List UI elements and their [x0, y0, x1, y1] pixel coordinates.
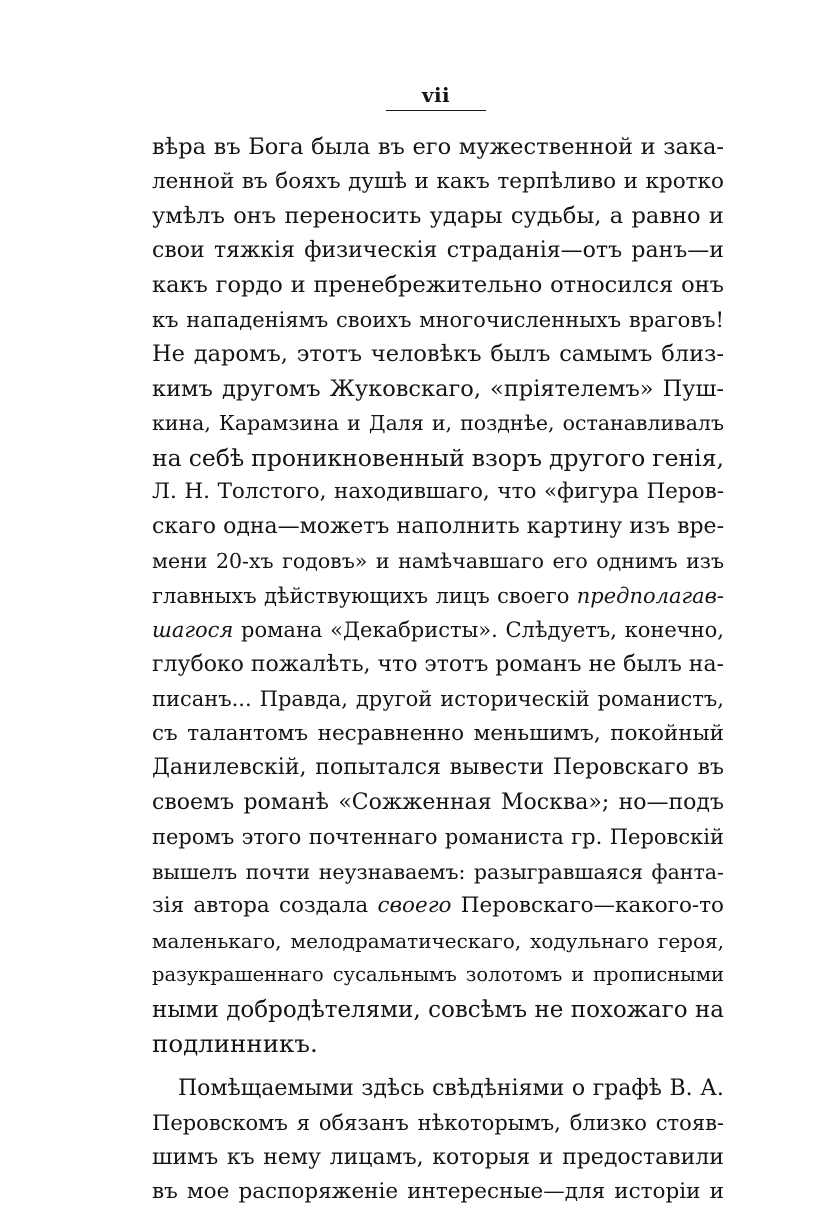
word: на: [152, 443, 182, 472]
word: героя,: [657, 928, 724, 953]
word: Перовскаго: [552, 755, 689, 780]
word: близко: [569, 1111, 647, 1135]
text-line: [152, 958, 724, 993]
word: гордо: [215, 272, 283, 298]
text-line: [152, 1027, 724, 1062]
word: изъ: [629, 513, 670, 539]
word: В.: [669, 1075, 693, 1101]
word: лицамъ,: [329, 1144, 424, 1170]
word: что: [377, 651, 418, 677]
text-line: [152, 682, 724, 717]
word: Перовскомъ: [152, 1111, 288, 1135]
page-number: vii: [421, 83, 451, 107]
text-line: [152, 820, 724, 855]
word: ными: [152, 996, 219, 1023]
word: Л.: [152, 479, 177, 504]
word: что: [497, 479, 537, 504]
word: и: [538, 1144, 554, 1170]
word: 20-хъ: [215, 549, 274, 573]
text-line: [152, 855, 724, 890]
word: взоръ: [471, 443, 542, 472]
word: писанъ...: [152, 687, 252, 711]
word: ходульнаго: [530, 928, 649, 953]
word: пожалѣть,: [250, 651, 371, 677]
word: вре-: [677, 513, 724, 539]
word: подлинникъ.: [152, 1029, 318, 1058]
word: создала: [278, 893, 369, 918]
word: талантомъ: [187, 720, 309, 746]
text-line: [152, 268, 724, 303]
word: прописными: [593, 963, 724, 986]
word: и: [709, 1179, 724, 1204]
word: судьбы,: [510, 203, 602, 229]
word: Правда,: [259, 687, 348, 711]
word: на-: [688, 651, 724, 677]
word: этотъ: [424, 651, 489, 677]
word: и: [414, 168, 429, 194]
word: совсѣмъ: [428, 996, 528, 1023]
text-line: [152, 199, 724, 234]
word: шимъ: [152, 1144, 219, 1170]
word: Бога: [248, 134, 304, 160]
word: стояв-: [655, 1111, 724, 1135]
word: интересные—для: [407, 1179, 606, 1204]
word: лицъ: [435, 583, 490, 608]
word: романистъ,: [597, 687, 724, 711]
word: разыгравшаяся: [473, 859, 644, 884]
word: намѣчавшаго: [398, 549, 544, 573]
word: «Сожженная: [338, 789, 492, 815]
word: фанта-: [651, 859, 724, 884]
word: графѣ: [592, 1075, 662, 1101]
word: этотъ: [296, 341, 363, 367]
word: и: [290, 272, 306, 298]
word: несравненно: [317, 720, 465, 746]
word: главныхъ: [152, 583, 257, 608]
word: какъ: [152, 272, 208, 298]
word: свои: [152, 237, 205, 263]
text-line: [152, 544, 724, 579]
text-line: [152, 441, 724, 476]
page-header: [386, 84, 486, 111]
word: сусальнымъ: [332, 963, 457, 986]
text-line: [152, 1141, 724, 1176]
word: вѣра: [152, 134, 207, 160]
word: равно: [631, 203, 701, 229]
word: многочисленныхъ: [419, 307, 622, 332]
word: глубоко: [152, 651, 244, 677]
word: мое: [186, 1179, 230, 1204]
text-line: [152, 303, 724, 338]
word: почтеннаго: [308, 825, 438, 849]
word: близ-: [661, 341, 724, 367]
word: Н.: [184, 479, 210, 504]
word: дѣйствующихъ: [263, 583, 429, 608]
text-line: [152, 924, 724, 959]
text-line: [152, 751, 724, 786]
word: разукрашеннаго: [152, 963, 324, 986]
word: себѣ: [188, 443, 245, 472]
word: въ: [152, 1179, 178, 1204]
word: умѣлъ: [152, 203, 225, 229]
text-line: [152, 234, 724, 269]
text-line: [152, 579, 724, 614]
word: наполнить: [396, 513, 520, 539]
word: здѣсь: [361, 1075, 425, 1101]
header-rule: [386, 110, 486, 111]
word: удары: [429, 203, 503, 229]
text-line: [152, 372, 724, 407]
word: зака-: [663, 134, 724, 160]
word: нападеніямъ: [186, 307, 329, 332]
word: вывести: [449, 755, 545, 780]
word: находившаго,: [334, 479, 490, 504]
word: этого: [241, 825, 302, 849]
word: своемъ: [152, 789, 235, 815]
word: скаго: [152, 513, 216, 539]
word: «Декабристы».: [330, 618, 498, 642]
word: генія,: [652, 443, 724, 472]
word: но—подъ: [618, 789, 724, 815]
word: романѣ: [243, 789, 329, 815]
word: и,: [431, 411, 453, 435]
word: одна—можетъ: [223, 513, 390, 539]
word: своихъ: [336, 307, 412, 332]
word: Пуш-: [662, 375, 724, 402]
word: нѣкоторымъ,: [417, 1111, 561, 1135]
word: и: [571, 963, 585, 986]
word: романъ: [495, 651, 582, 677]
word: почти: [245, 859, 311, 884]
text-line: [152, 889, 724, 924]
word: вышелъ: [152, 859, 238, 884]
text-line: [152, 337, 724, 372]
paragraph: [152, 130, 724, 1062]
paragraph: [152, 1072, 724, 1210]
word: враговъ!: [628, 307, 724, 332]
word: была: [311, 134, 371, 160]
text-line: [152, 1106, 724, 1141]
word: неузнаваемъ:: [318, 859, 466, 884]
word: мужественной: [458, 134, 634, 160]
word: и: [623, 168, 638, 194]
word: переносить: [284, 203, 422, 229]
word: мелодраматическаго,: [290, 928, 522, 953]
word: Слѣдуетъ,: [505, 618, 617, 642]
word: картину: [526, 513, 623, 539]
word: его: [552, 549, 588, 573]
text-line: [152, 648, 724, 683]
word: онъ: [233, 203, 277, 229]
word: человѣкъ: [370, 341, 482, 367]
word: «фигура: [544, 479, 639, 504]
word: добродѣтелями,: [226, 996, 421, 1023]
word: кимъ: [152, 375, 213, 402]
text-line: [152, 165, 724, 200]
word: меньшимъ,: [473, 720, 601, 746]
word: какъ: [436, 168, 490, 194]
word: кина,: [152, 411, 211, 435]
word: въ: [697, 755, 724, 780]
word: А.: [700, 1075, 724, 1101]
body-text: [152, 130, 724, 1210]
word: не: [588, 651, 617, 677]
word: изъ: [686, 549, 724, 573]
word: тяжкія: [213, 237, 295, 263]
word: Москва»;: [501, 789, 610, 815]
word: однимъ: [596, 549, 678, 573]
word: на: [694, 996, 724, 1023]
text-line: [152, 717, 724, 752]
word: нему: [263, 1144, 321, 1170]
word: другой: [355, 687, 433, 711]
word: не: [534, 996, 564, 1023]
word: ленной: [152, 168, 235, 194]
word: романиста: [444, 825, 564, 849]
word: позднѣе,: [460, 411, 555, 435]
word: и: [375, 549, 390, 573]
word: Данилевскій,: [152, 755, 307, 780]
word: зія: [152, 893, 185, 918]
word: Карамзина: [218, 411, 340, 435]
word: Помѣщаемыми: [178, 1075, 354, 1101]
text-line: [152, 130, 724, 165]
word: страданія—отъ: [446, 237, 623, 263]
text-line: [152, 613, 724, 648]
word: историческій: [440, 687, 590, 711]
word: исторіи: [614, 1179, 701, 1204]
italic-word: предполагав-: [576, 583, 724, 608]
word: относился: [550, 272, 674, 298]
word: терпѣливо: [497, 168, 617, 194]
text-line: [152, 1175, 724, 1210]
text-line: [152, 993, 724, 1028]
word: другого: [548, 443, 646, 472]
word: гр.: [571, 825, 603, 849]
word: и: [347, 411, 361, 435]
word: предоставили: [562, 1144, 724, 1170]
word: самымъ: [559, 341, 653, 367]
word: даромъ,: [193, 341, 288, 367]
word: годовъ»: [282, 549, 368, 573]
word: кротко: [645, 168, 724, 194]
word: мени: [152, 549, 208, 573]
text-line: [152, 1072, 724, 1107]
text-line: [152, 786, 724, 821]
word: душѣ: [348, 168, 407, 194]
word: Не: [152, 341, 185, 367]
word: другомъ: [221, 375, 321, 402]
word: его: [412, 134, 452, 160]
word: которыя: [432, 1144, 531, 1170]
word: похожаго: [570, 996, 688, 1023]
word: физическія: [304, 237, 438, 263]
word: пренебрежительно: [313, 272, 543, 298]
word: и: [708, 203, 724, 229]
word: Толстого,: [217, 479, 327, 504]
word: Перовскаго—какого-то: [460, 893, 724, 918]
italic-word: шагося: [152, 618, 234, 642]
word: обязанъ: [318, 1111, 409, 1135]
word: бояхъ: [275, 168, 341, 194]
word: я: [296, 1111, 310, 1135]
word: въ: [377, 134, 405, 160]
word: съ: [152, 720, 178, 746]
text-line: [152, 510, 724, 545]
word: о: [571, 1075, 586, 1101]
word: останавливалъ: [562, 411, 724, 435]
word: къ: [152, 307, 179, 332]
word: маленькаго,: [152, 928, 282, 953]
word: «пріятелемъ»: [490, 375, 654, 402]
word: а: [609, 203, 624, 229]
word: своего: [497, 583, 570, 608]
word: въ: [213, 134, 241, 160]
word: попытался: [315, 755, 441, 780]
word: Жуковскаго,: [329, 375, 481, 402]
word: золотомъ: [465, 963, 563, 986]
word: онъ: [681, 272, 724, 298]
word: Перов-: [646, 479, 724, 504]
word: Даля: [368, 411, 424, 435]
word: покойный: [610, 720, 724, 746]
word: въ: [241, 168, 268, 194]
word: перомъ: [152, 825, 235, 849]
word: проникновенный: [251, 443, 465, 472]
word: романа: [241, 618, 323, 642]
word: и: [640, 134, 656, 160]
italic-word: своего: [377, 893, 452, 918]
word: Перовскій: [609, 825, 724, 849]
text-line: [152, 406, 724, 441]
word: распоряженіе: [238, 1179, 399, 1204]
word: конечно,: [624, 618, 724, 642]
word: былъ: [490, 341, 551, 367]
word: автора: [193, 893, 270, 918]
word: ранъ—и: [631, 237, 724, 263]
text-line: [152, 475, 724, 510]
word: былъ: [623, 651, 682, 677]
word: свѣдѣніями: [432, 1075, 565, 1101]
word: къ: [226, 1144, 255, 1170]
